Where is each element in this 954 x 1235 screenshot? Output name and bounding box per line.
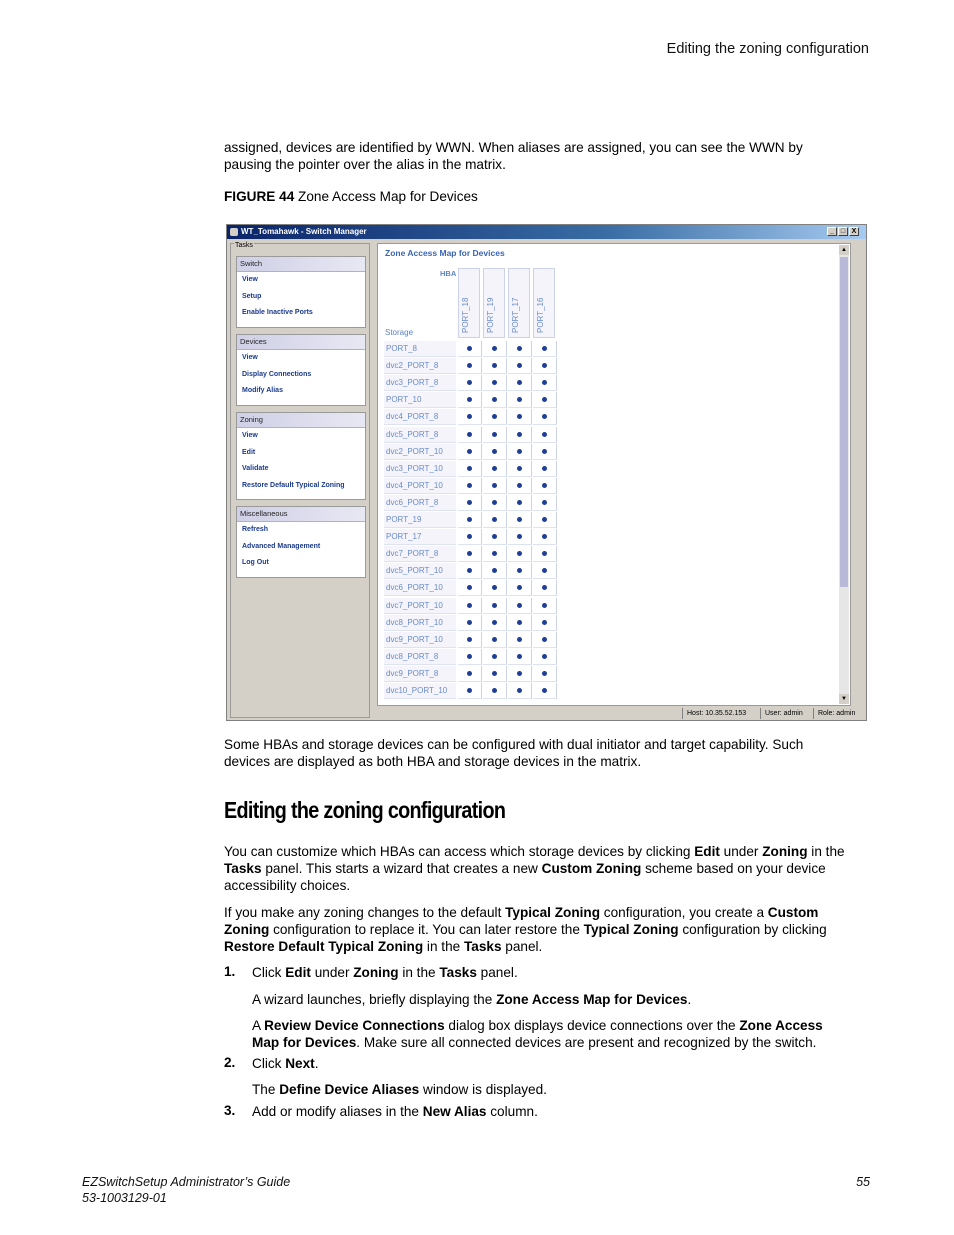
access-cell[interactable]: [508, 598, 532, 614]
access-cell[interactable]: [458, 495, 482, 511]
footer-doc-number: 53-1003129-01: [82, 1191, 167, 1205]
access-dot-icon: [517, 688, 522, 693]
task-link-switch-setup[interactable]: Setup: [242, 292, 262, 300]
storage-row-label[interactable]: dvc9_PORT_8: [384, 666, 456, 682]
access-cell[interactable]: [483, 427, 507, 443]
access-cell[interactable]: [483, 615, 507, 631]
access-cell[interactable]: [458, 444, 482, 460]
task-group-switch: [236, 256, 366, 328]
storage-row-label[interactable]: dvc2_PORT_8: [384, 358, 456, 374]
access-dot-icon: [467, 568, 472, 573]
access-cell[interactable]: [458, 341, 482, 357]
access-cell[interactable]: [458, 358, 482, 374]
access-dot-icon: [492, 380, 497, 385]
access-cell[interactable]: [483, 563, 507, 579]
access-dot-icon: [517, 414, 522, 419]
status-bar: [377, 708, 864, 719]
access-cell[interactable]: [458, 392, 482, 408]
task-group-title: Miscellaneous: [237, 507, 365, 522]
intro-line-2: pausing the pointer over the alias in the matrix.: [224, 157, 506, 172]
access-dot-icon: [517, 397, 522, 402]
minimize-icon[interactable]: _: [827, 227, 837, 236]
access-cell[interactable]: [458, 649, 482, 665]
task-group-title: Devices: [237, 335, 365, 350]
access-cell[interactable]: [458, 461, 482, 477]
access-cell[interactable]: [458, 409, 482, 425]
access-cell[interactable]: [483, 529, 507, 545]
access-dot-icon: [542, 500, 547, 505]
access-dot-icon: [517, 449, 522, 454]
task-link-log-out[interactable]: Log Out: [242, 559, 269, 566]
after-figure-paragraph: [224, 736, 874, 770]
access-dot-icon: [542, 620, 547, 625]
access-dot-icon: [467, 654, 472, 659]
access-cell[interactable]: [533, 495, 557, 511]
access-dot-icon: [492, 449, 497, 454]
access-dot-icon: [467, 466, 472, 471]
tasks-panel-title: Tasks: [235, 242, 253, 249]
access-dot-icon: [492, 551, 497, 556]
access-dot-icon: [517, 346, 522, 351]
storage-row-label[interactable]: dvc6_PORT_10: [384, 580, 456, 596]
access-dot-icon: [492, 483, 497, 488]
access-dot-icon: [542, 654, 547, 659]
task-link-modify-alias[interactable]: Modify Alias: [242, 387, 283, 394]
access-dot-icon: [542, 414, 547, 419]
access-dot-icon: [492, 500, 497, 505]
access-cell[interactable]: [483, 649, 507, 665]
task-link-devices-view[interactable]: View: [242, 354, 258, 361]
storage-row-label[interactable]: dvc7_PORT_10: [384, 598, 456, 614]
hba-column-header: [458, 268, 480, 338]
access-cell[interactable]: [508, 649, 532, 665]
access-cell[interactable]: [533, 683, 557, 699]
access-dot-icon: [467, 688, 472, 693]
access-cell[interactable]: [508, 683, 532, 699]
intro-paragraph: [224, 139, 874, 173]
access-dot-icon: [492, 414, 497, 419]
access-cell[interactable]: [483, 546, 507, 562]
access-cell[interactable]: [533, 563, 557, 579]
step-3-text: Add or modify aliases in the New Alias column.: [252, 1104, 538, 1119]
storage-row-label[interactable]: dvc9_PORT_10: [384, 632, 456, 648]
storage-row-label[interactable]: dvc6_PORT_8: [384, 495, 456, 511]
storage-row-label[interactable]: dvc8_PORT_8: [384, 649, 456, 665]
storage-row-label[interactable]: dvc7_PORT_8: [384, 546, 456, 562]
status-host: Host: 10.35.52.153: [682, 708, 746, 719]
access-cell[interactable]: [508, 392, 532, 408]
step-1-text: Click Edit under Zoning in the Tasks panel.: [252, 965, 518, 980]
figure-caption: [224, 189, 478, 204]
storage-row-label[interactable]: PORT_8: [384, 341, 456, 357]
access-cell[interactable]: [458, 529, 482, 545]
access-dot-icon: [467, 637, 472, 642]
access-cell[interactable]: [483, 632, 507, 648]
access-cell[interactable]: [533, 649, 557, 665]
access-dot-icon: [542, 688, 547, 693]
vertical-scrollbar[interactable]: [839, 245, 849, 704]
access-dot-icon: [517, 432, 522, 437]
access-cell[interactable]: [483, 341, 507, 357]
access-dot-icon: [492, 688, 497, 693]
access-dot-icon: [542, 551, 547, 556]
access-cell[interactable]: [508, 461, 532, 477]
access-cell[interactable]: [508, 341, 532, 357]
task-group-devices: [236, 334, 366, 406]
access-dot-icon: [492, 603, 497, 608]
access-cell[interactable]: [458, 580, 482, 596]
access-dot-icon: [492, 654, 497, 659]
access-dot-icon: [542, 363, 547, 368]
app-icon: [230, 228, 238, 236]
step-number: 1.: [224, 964, 236, 979]
access-cell[interactable]: [533, 461, 557, 477]
access-dot-icon: [517, 603, 522, 608]
window-titlebar: [227, 225, 866, 239]
access-cell[interactable]: [483, 495, 507, 511]
step-1-note-2: A Review Device Connections dialog box displays device connections over the Zone Access Map for Devices. Make sure all connected devices are present and recognized by the switch.: [252, 1018, 823, 1050]
figure-label: FIGURE 44: [224, 189, 295, 204]
access-cell[interactable]: [508, 358, 532, 374]
access-dot-icon: [542, 449, 547, 454]
access-cell[interactable]: [508, 495, 532, 511]
access-cell[interactable]: [533, 478, 557, 494]
access-dot-icon: [517, 671, 522, 676]
task-link-display-connections[interactable]: Display Connections: [242, 370, 312, 378]
hba-column-header: [508, 268, 530, 338]
access-dot-icon: [492, 585, 497, 590]
hba-axis-label: HBA: [440, 269, 457, 278]
storage-row-label[interactable]: PORT_19: [384, 512, 456, 528]
access-dot-icon: [517, 363, 522, 368]
access-dot-icon: [467, 397, 472, 402]
after-figure-line-1: Some HBAs and storage devices can be configured with dual initiator and target capability. Such: [224, 737, 804, 752]
access-cell[interactable]: [458, 546, 482, 562]
storage-row-label[interactable]: PORT_10: [384, 392, 456, 408]
access-dot-icon: [542, 585, 547, 590]
maximize-icon[interactable]: □: [838, 227, 848, 236]
access-cell[interactable]: [508, 632, 532, 648]
access-cell[interactable]: [533, 409, 557, 425]
access-dot-icon: [517, 380, 522, 385]
access-dot-icon: [542, 568, 547, 573]
map-title: Zone Access Map for Devices: [385, 248, 505, 258]
access-dot-icon: [542, 380, 547, 385]
task-link-switch-view[interactable]: View: [242, 276, 258, 283]
storage-row-label[interactable]: dvc3_PORT_8: [384, 375, 456, 391]
task-group-title: Switch: [237, 257, 365, 272]
hba-port-label: PORT_18: [461, 297, 470, 333]
access-cell[interactable]: [508, 375, 532, 391]
task-link-restore-default[interactable]: Restore Default Typical Zoning: [242, 481, 345, 489]
access-dot-icon: [542, 603, 547, 608]
step-2-note: The Define Device Aliases window is displayed.: [252, 1082, 547, 1097]
storage-row-label[interactable]: PORT_17: [384, 529, 456, 545]
task-link-enable-inactive-ports[interactable]: Enable Inactive Ports: [242, 309, 313, 316]
access-dot-icon: [542, 346, 547, 351]
scroll-up-icon[interactable]: ▲: [839, 245, 849, 255]
access-cell[interactable]: [483, 461, 507, 477]
storage-row-label[interactable]: dvc8_PORT_10: [384, 615, 456, 631]
scroll-thumb[interactable]: [840, 257, 848, 587]
storage-row-label[interactable]: dvc4_PORT_10: [384, 478, 456, 494]
storage-row-label[interactable]: dvc3_PORT_10: [384, 461, 456, 477]
access-dot-icon: [492, 620, 497, 625]
access-cell[interactable]: [483, 392, 507, 408]
storage-row-label[interactable]: dvc5_PORT_8: [384, 427, 456, 443]
access-cell[interactable]: [458, 375, 482, 391]
access-dot-icon: [467, 483, 472, 488]
footer-guide-title: EZSwitchSetup Administrator’s Guide: [82, 1175, 291, 1189]
access-cell[interactable]: [533, 598, 557, 614]
access-dot-icon: [467, 500, 472, 505]
access-cell[interactable]: [533, 580, 557, 596]
access-cell[interactable]: [533, 427, 557, 443]
task-link-refresh[interactable]: Refresh: [242, 526, 269, 533]
switch-manager-window: [226, 224, 867, 721]
access-cell[interactable]: [483, 375, 507, 391]
access-cell[interactable]: [533, 512, 557, 528]
access-cell[interactable]: [458, 666, 482, 682]
access-dot-icon: [492, 568, 497, 573]
intro-line-1: assigned, devices are identified by WWN. When aliases are assigned, you can see the WWN by: [224, 140, 803, 155]
hba-port-label: PORT_17: [511, 297, 520, 333]
access-cell[interactable]: [458, 615, 482, 631]
task-group-title: Zoning: [237, 413, 365, 428]
task-link-validate[interactable]: Validate: [242, 465, 269, 472]
access-cell[interactable]: [533, 666, 557, 682]
hba-port-label: PORT_16: [536, 297, 545, 333]
access-dot-icon: [467, 363, 472, 368]
access-dot-icon: [517, 568, 522, 573]
access-cell[interactable]: [533, 444, 557, 460]
task-link-advanced-management[interactable]: Advanced Management: [242, 542, 321, 550]
hba-column-header: [533, 268, 555, 338]
access-cell[interactable]: [533, 341, 557, 357]
hba-port-label: PORT_19: [486, 297, 495, 333]
after-figure-line-2: devices are displayed as both HBA and storage devices in the matrix.: [224, 754, 642, 769]
access-dot-icon: [467, 432, 472, 437]
access-dot-icon: [517, 534, 522, 539]
hba-column-header: [483, 268, 505, 338]
access-cell[interactable]: [483, 444, 507, 460]
access-dot-icon: [542, 466, 547, 471]
section-paragraph-2: If you make any zoning changes to the default Typical Zoning configuration, you create a Custom Zoning configuration to replace it. You can later restore the Typical Zoning configuration by clicking Restore Default Typical Zoning in the Tasks panel.: [224, 905, 827, 954]
access-dot-icon: [467, 585, 472, 590]
access-dot-icon: [492, 534, 497, 539]
access-dot-icon: [517, 466, 522, 471]
access-cell[interactable]: [533, 375, 557, 391]
task-link-zoning-edit[interactable]: Edit: [242, 448, 256, 456]
section-heading: Editing the zoning configuration: [224, 797, 506, 823]
access-cell[interactable]: [508, 615, 532, 631]
access-dot-icon: [467, 534, 472, 539]
access-cell[interactable]: [508, 512, 532, 528]
access-cell[interactable]: [508, 563, 532, 579]
access-cell[interactable]: [508, 529, 532, 545]
access-cell[interactable]: [508, 409, 532, 425]
storage-axis-label: Storage: [385, 328, 414, 337]
access-cell[interactable]: [458, 632, 482, 648]
access-dot-icon: [517, 585, 522, 590]
access-cell[interactable]: [483, 666, 507, 682]
access-dot-icon: [467, 620, 472, 625]
access-cell[interactable]: [458, 563, 482, 579]
status-role: Role: admin: [813, 708, 855, 719]
access-cell[interactable]: [483, 358, 507, 374]
scroll-down-icon[interactable]: ▼: [839, 694, 849, 704]
access-dot-icon: [517, 551, 522, 556]
access-cell[interactable]: [533, 632, 557, 648]
access-cell[interactable]: [458, 683, 482, 699]
section-paragraph-1: You can customize which HBAs can access which storage devices by clicking Edit under Zoning in the Tasks panel. This starts a wizard that creates a new Custom Zoning scheme based on your device accessibility choices.: [224, 844, 845, 893]
access-dot-icon: [492, 466, 497, 471]
access-dot-icon: [517, 483, 522, 488]
access-cell[interactable]: [533, 529, 557, 545]
access-dot-icon: [467, 603, 472, 608]
access-dot-icon: [542, 397, 547, 402]
step-number: 3.: [224, 1103, 236, 1118]
access-cell[interactable]: [533, 358, 557, 374]
access-dot-icon: [492, 397, 497, 402]
access-dot-icon: [492, 432, 497, 437]
access-cell[interactable]: [458, 598, 482, 614]
access-cell[interactable]: [508, 580, 532, 596]
access-dot-icon: [467, 671, 472, 676]
access-cell[interactable]: [508, 444, 532, 460]
window-title: WT_Tomahawk - Switch Manager: [241, 227, 367, 236]
step-number: 2.: [224, 1055, 236, 1070]
access-dot-icon: [467, 380, 472, 385]
access-cell[interactable]: [483, 478, 507, 494]
task-link-zoning-view[interactable]: View: [242, 432, 258, 439]
access-dot-icon: [517, 637, 522, 642]
access-dot-icon: [542, 432, 547, 437]
access-dot-icon: [467, 517, 472, 522]
storage-row-label[interactable]: dvc5_PORT_10: [384, 563, 456, 579]
access-cell[interactable]: [533, 615, 557, 631]
access-cell[interactable]: [458, 427, 482, 443]
access-dot-icon: [467, 346, 472, 351]
figure-caption-text: Zone Access Map for Devices: [298, 189, 478, 204]
access-cell[interactable]: [483, 512, 507, 528]
access-cell[interactable]: [483, 580, 507, 596]
access-cell[interactable]: [458, 512, 482, 528]
access-dot-icon: [517, 620, 522, 625]
access-dot-icon: [517, 500, 522, 505]
task-group-miscellaneous: [236, 506, 366, 578]
access-dot-icon: [492, 637, 497, 642]
access-dot-icon: [467, 551, 472, 556]
footer-page-number: 55: [856, 1175, 870, 1189]
access-dot-icon: [517, 654, 522, 659]
access-dot-icon: [492, 346, 497, 351]
close-icon[interactable]: X: [849, 227, 859, 236]
access-cell[interactable]: [508, 427, 532, 443]
access-dot-icon: [542, 637, 547, 642]
storage-row-label[interactable]: dvc2_PORT_10: [384, 444, 456, 460]
access-dot-icon: [542, 534, 547, 539]
access-cell[interactable]: [508, 478, 532, 494]
step-1-note-1: A wizard launches, briefly displaying the Zone Access Map for Devices.: [252, 992, 692, 1007]
access-dot-icon: [492, 363, 497, 368]
access-dot-icon: [492, 517, 497, 522]
access-cell[interactable]: [483, 683, 507, 699]
storage-row-label[interactable]: dvc10_PORT_10: [384, 683, 456, 699]
task-group-zoning: [236, 412, 366, 500]
step-2-text: Click Next.: [252, 1056, 319, 1071]
access-cell[interactable]: [483, 598, 507, 614]
access-cell[interactable]: [508, 546, 532, 562]
status-user: User: admin: [760, 708, 803, 719]
access-dot-icon: [542, 483, 547, 488]
access-dot-icon: [517, 517, 522, 522]
running-header: Editing the zoning configuration: [666, 41, 869, 57]
access-cell[interactable]: [458, 478, 482, 494]
access-dot-icon: [542, 517, 547, 522]
access-dot-icon: [542, 671, 547, 676]
access-dot-icon: [467, 414, 472, 419]
access-dot-icon: [492, 671, 497, 676]
access-cell[interactable]: [483, 409, 507, 425]
access-dot-icon: [467, 449, 472, 454]
access-cell[interactable]: [508, 666, 532, 682]
tasks-panel: [230, 243, 370, 718]
storage-row-label[interactable]: dvc4_PORT_8: [384, 409, 456, 425]
access-cell[interactable]: [533, 392, 557, 408]
access-cell[interactable]: [533, 546, 557, 562]
zone-access-map-panel: [377, 243, 851, 706]
